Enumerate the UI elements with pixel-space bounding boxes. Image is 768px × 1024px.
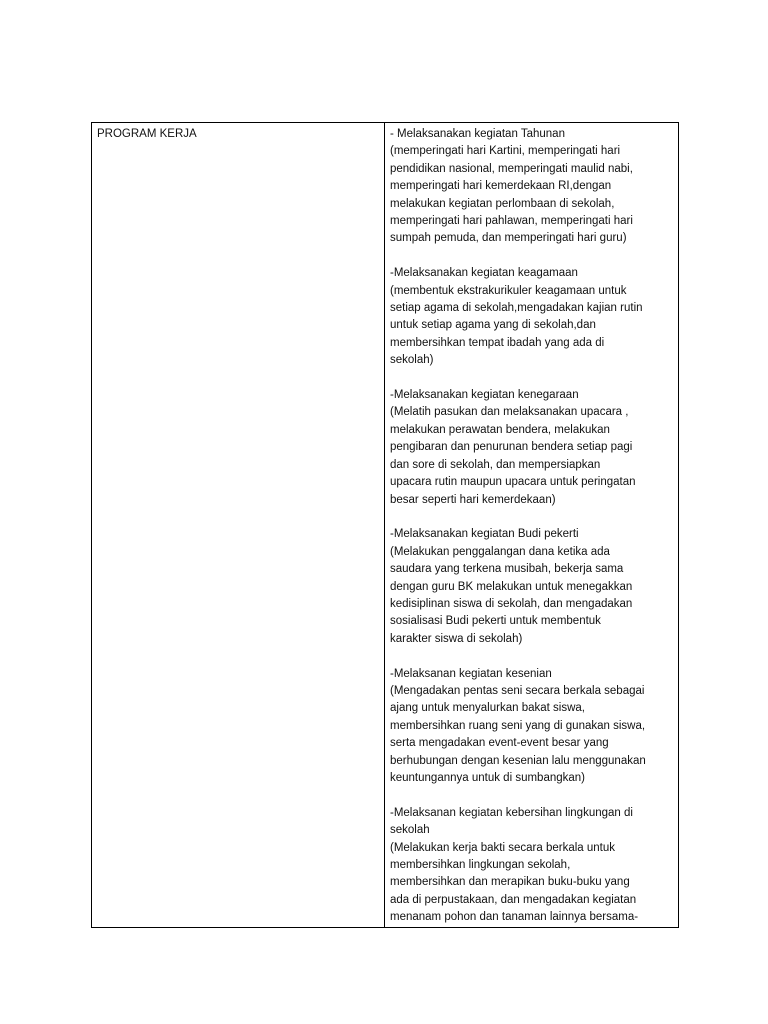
paragraph-gap xyxy=(390,648,673,665)
program-sections xyxy=(390,126,673,927)
paragraph-line: ajang untuk menyalurkan bakat siswa, xyxy=(390,702,585,715)
paragraph-line: melakukan perawatan bendera, melakukan xyxy=(390,423,610,436)
paragraph-gap xyxy=(390,787,673,804)
paragraph-line: membersihkan dan merapikan buku-buku yang xyxy=(390,876,630,889)
paragraph-line: memperingati hari kemerdekaan RI,dengan xyxy=(390,180,612,193)
program-paragraph xyxy=(390,126,673,248)
paragraph-line: -Melaksanakan kegiatan kenegaraan xyxy=(390,389,579,402)
paragraph-line: -Melaksanakan kegiatan Budi pekerti xyxy=(390,528,579,541)
paragraph-line: upacara rutin maupun upacara untuk peringatan xyxy=(390,476,636,489)
program-table xyxy=(91,122,679,928)
program-paragraph xyxy=(390,387,673,509)
paragraph-line: sosialisasi Budi pekerti untuk membentuk xyxy=(390,615,601,628)
table-row xyxy=(92,123,679,928)
paragraph-line: -Melaksanan kegiatan kebersihan lingkungan di xyxy=(390,806,633,819)
paragraph-line: menanam pohon dan tanaman lainnya bersama- xyxy=(390,911,639,924)
paragraph-line: (Mengadakan pentas seni secara berkala sebagai xyxy=(390,684,645,697)
paragraph-line: saudara yang terkena musibah, bekerja sama xyxy=(390,563,624,576)
paragraph-line: memperingati hari pahlawan, memperingati hari xyxy=(390,215,633,228)
paragraph-line: membersihkan ruang seni yang di gunakan siswa, xyxy=(390,719,646,732)
paragraph-line: membersihkan tempat ibadah yang ada di xyxy=(390,336,605,349)
paragraph-line: setiap agama di sekolah,mengadakan kajian rutin xyxy=(390,302,643,315)
paragraph-gap xyxy=(390,248,673,265)
paragraph-line: keuntungannya untuk di sumbangkan) xyxy=(390,771,586,784)
paragraph-line: pendidikan nasional, memperingati maulid nabi, xyxy=(390,162,633,175)
program-paragraph xyxy=(390,805,673,927)
program-paragraph xyxy=(390,666,673,788)
content-cell xyxy=(385,123,679,928)
paragraph-line: -Melaksanan kegiatan kesenian xyxy=(390,667,552,680)
paragraph-line: melakukan kegiatan perlombaan di sekolah, xyxy=(390,197,615,210)
paragraph-line: sumpah pemuda, dan memperingati hari guru) xyxy=(390,232,627,245)
paragraph-line: (memperingati hari Kartini, memperingati hari xyxy=(390,145,621,158)
paragraph-line: ada di perpustakaan, dan mengadakan kegiatan xyxy=(390,893,637,906)
paragraph-line: membersihkan lingkungan sekolah, xyxy=(390,858,571,871)
program-paragraph xyxy=(390,526,673,648)
label-text: PROGRAM KERJA xyxy=(97,128,197,140)
paragraph-line: (Melakukan penggalangan dana ketika ada xyxy=(390,545,610,558)
paragraph-line: sekolah) xyxy=(390,354,434,367)
paragraph-line: pengibaran dan penurunan bendera setiap pagi xyxy=(390,441,633,454)
paragraph-gap xyxy=(390,370,673,387)
paragraph-line: (Melatih pasukan dan melaksanakan upacara , xyxy=(390,406,629,419)
paragraph-line: karakter siswa di sekolah) xyxy=(390,632,523,645)
paragraph-line: dengan guru BK melakukan untuk menegakkan xyxy=(390,580,633,593)
paragraph-line: berhubungan dengan kesenian lalu menggunakan xyxy=(390,754,646,767)
paragraph-line: kedisiplinan siswa di sekolah, dan mengadakan xyxy=(390,597,633,610)
paragraph-line: sekolah xyxy=(390,824,430,837)
paragraph-line: untuk setiap agama yang di sekolah,dan xyxy=(390,319,596,332)
paragraph-line: - Melaksanakan kegiatan Tahunan xyxy=(390,128,565,140)
program-paragraph xyxy=(390,265,673,369)
paragraph-line: serta mengadakan event-event besar yang xyxy=(390,737,609,750)
label-cell xyxy=(92,123,385,928)
paragraph-gap xyxy=(390,509,673,526)
paragraph-line: (Melakukan kerja bakti secara berkala untuk xyxy=(390,841,616,854)
paragraph-line: dan sore di sekolah, dan mempersiapkan xyxy=(390,458,601,471)
paragraph-line: -Melaksanakan kegiatan keagamaan xyxy=(390,267,578,280)
paragraph-line: (membentuk ekstrakurikuler keagamaan untuk xyxy=(390,284,627,297)
paragraph-line: besar seperti hari kemerdekaan) xyxy=(390,493,556,506)
